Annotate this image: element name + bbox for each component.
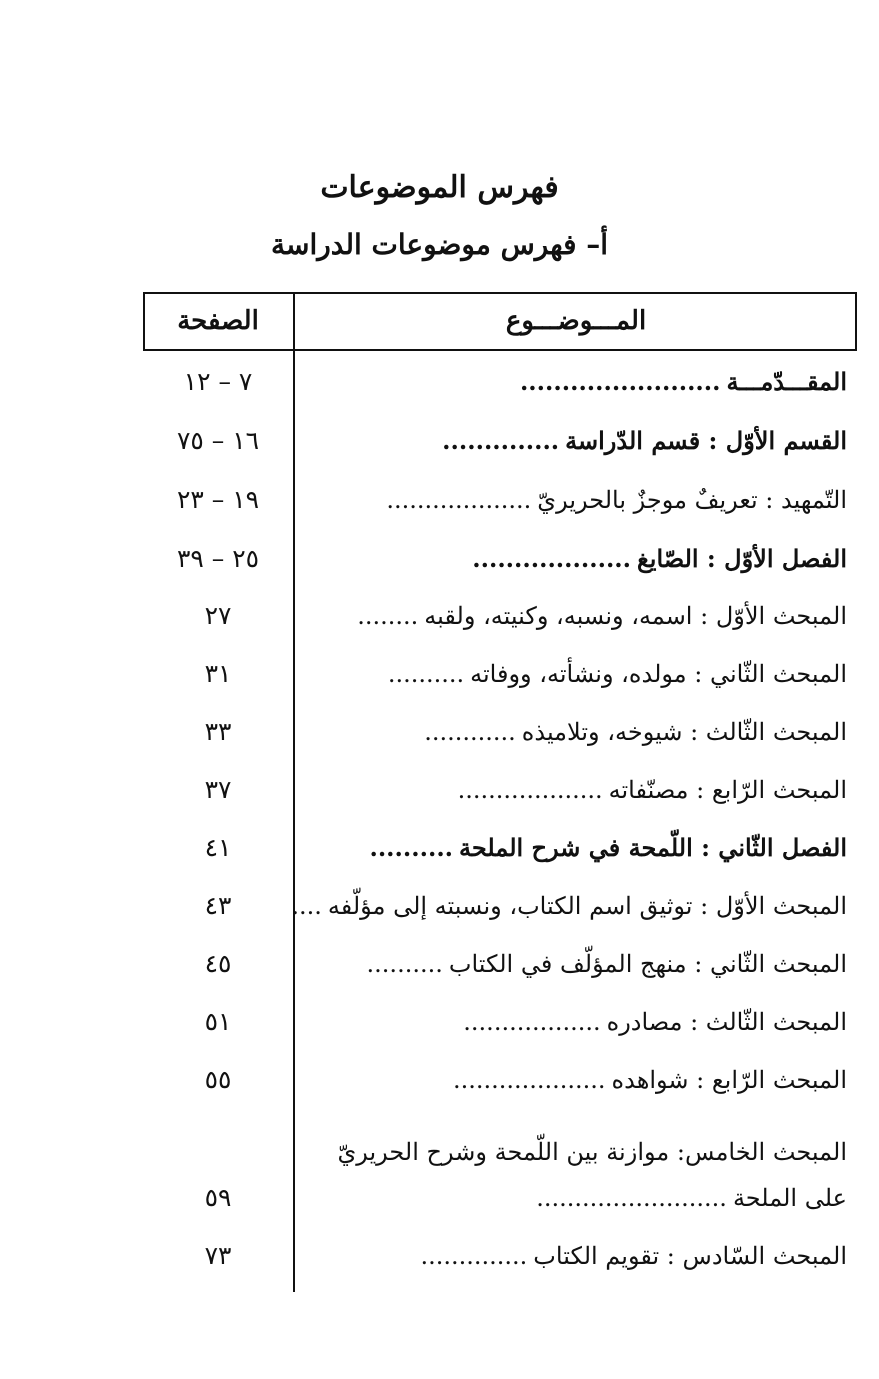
toc-entry-text: المبحث الرّابع : مصنّفاته [608,776,847,804]
section-title: أ– فهرس موضوعات الدراسة [270,228,609,261]
toc-leader-dots: .......... [369,833,454,862]
toc-leader-dots: .............. [442,426,560,455]
toc-leader-dots: ................... [457,776,603,804]
toc-entry-text: المبحث الثّالث : شيوخه، وتلاميذه [521,718,847,746]
toc-entry-text: على الملحة [732,1184,847,1212]
toc-entry-page: ٧٣ [204,1241,232,1270]
toc-entry-text: المبحث الثّاني : منهج المؤلّف في الكتاب [448,950,847,978]
toc-entry-subject [307,423,847,459]
toc-entry-text: التّمهيد : تعريفٌ موجزٌ بالحريريّ [537,486,847,514]
toc-entry-page: ٥٩ [204,1183,232,1212]
toc-entry-subject [307,946,847,982]
toc-entry-subject [307,1004,847,1040]
toc-leader-dots: .................... [452,1066,606,1094]
toc-entry-page: ٥٥ [204,1065,232,1094]
toc-entry-text: المقـــدّمـــة [726,367,847,396]
toc-entry-page: ٥١ [204,1007,232,1036]
toc-leader-dots: .............. [420,1242,528,1270]
toc-entry-page: ٢٧ [204,601,232,630]
toc-entry-subject [307,482,847,518]
subject-column-header: المـــوضـــوع [505,306,647,336]
toc-leader-dots: ................... [386,486,532,514]
toc-entry-page: ٤١ [204,833,232,862]
toc-entry-subject [307,364,847,400]
toc-entry-text: الفصل الأوّل : الصّايغ [637,544,847,573]
toc-entry-page: ٧ – ١٢ [183,367,253,396]
toc-entry-page: ١٩ – ٢٣ [176,485,260,514]
toc-entry-page: ٣٣ [204,717,232,746]
page-column-header: الصفحة [177,306,259,336]
toc-entry-page: ٣١ [204,659,232,688]
toc-entry-text: المبحث الثّاني : مولده، ونشأته، ووفاته [470,660,847,688]
toc-entry-text: المبحث الأوّل : اسمه، ونسبه، وكنيته، ولقبه [424,602,847,630]
toc-leader-dots: .... [291,892,322,920]
toc-leader-dots: ............ [424,718,516,746]
toc-entry-page: ١٦ – ٧٥ [176,426,260,455]
page-title: فهرس الموضوعات [320,170,559,205]
toc-entry-text: القسم الأوّل : قسم الدّراسة [565,426,847,455]
toc-leader-dots: ........................ [519,367,721,396]
toc-entry-page: ٤٣ [204,891,232,920]
toc-entry-subject [307,1134,847,1170]
toc-leader-dots: ......................... [536,1184,727,1212]
toc-entry-text: المبحث الأوّل : توثيق اسم الكتاب، ونسبته إلى مؤلّفه [327,892,847,920]
toc-entry-text: المبحث الثّالث : مصادره [606,1008,847,1036]
column-divider [293,292,295,1292]
toc-leader-dots: .......... [387,660,465,688]
toc-entry-text: المبحث الخامس: موازنة بين اللّمحة وشرح الحريريّ [337,1138,847,1166]
toc-entry-subject [307,714,847,750]
toc-entry-subject [307,1062,847,1098]
toc-entry-text: الفصل الثّاني : اللّمحة في شرح الملحة [459,833,847,862]
toc-entry-subject [307,830,847,866]
toc-entry-page: ٤٥ [204,949,232,978]
toc-entry-subject [307,772,847,808]
toc-table [143,292,857,1292]
toc-entry-text: المبحث السّادس : تقويم الكتاب [533,1242,847,1270]
toc-leader-dots: ........ [357,602,419,630]
toc-leader-dots: ................... [472,544,632,573]
toc-entry-subject [307,1238,847,1274]
toc-entry-page: ٢٥ – ٣٩ [176,544,260,573]
toc-entry-subject [307,1180,847,1216]
toc-entry-subject [307,656,847,692]
toc-entry-subject [291,888,847,924]
toc-entry-subject [307,598,847,634]
toc-leader-dots: .................. [463,1008,601,1036]
toc-leader-dots: .......... [366,950,443,978]
toc-entry-page: ٣٧ [204,775,232,804]
toc-entry-text: المبحث الرّابع : شواهده [611,1066,847,1094]
toc-entry-subject [307,541,847,577]
